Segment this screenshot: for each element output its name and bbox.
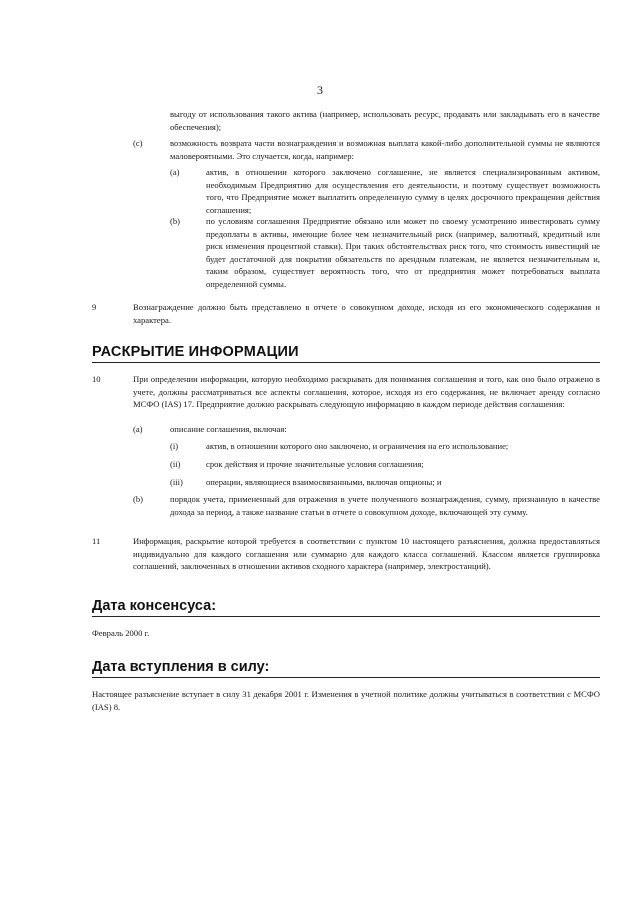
page-number: 3 xyxy=(317,83,323,97)
para-9-number: 9 xyxy=(92,302,97,312)
para-10-text: При определении информации, которую необходимо раскрывать для понимания соглашения и того, как оно было отражено в учете, должны рассматриваться все аспекты соглашения, которое, исходя из его содержания, не включает аренду согласно МСФО (IAS) 17. Предприятие должно раскрывать следующую информацию в каждом периоде действия соглашения: xyxy=(133,374,600,410)
para-10-item-b-label: (b) xyxy=(133,494,144,504)
para-10-item-b-text: порядок учета, примененный для отражения в учете полученного вознаграждения, сумму, признанную в качестве дохода за период, а также название статьи в отчете о совокупном доходе, включающей эту сумму. xyxy=(170,494,600,517)
effective-date-heading: Дата вступления в силу: xyxy=(92,658,600,678)
item-c-sub-a-label: (a) xyxy=(170,167,180,177)
para-10-sub-i-label: (i) xyxy=(170,441,179,451)
effective-date-text: Настоящее разъяснение вступает в силу 31 декабря 2001 г. Изменения в учетной политике должны учитываться в соответствии с МСФО (IAS) 8. xyxy=(92,689,600,712)
para-10-sub-ii-label: (ii) xyxy=(170,459,181,469)
para-10-item-a-label: (a) xyxy=(133,424,143,434)
disclosure-heading: РАСКРЫТИЕ ИНФОРМАЦИИ xyxy=(92,343,600,363)
para-10-sub-i-text: актив, в отношении которого оно заключено, и ограничения на его использование; xyxy=(206,441,509,451)
item-c-sub-b-label: (b) xyxy=(170,216,181,226)
item-c-sub-b-text: по условиям соглашения Предприятие обязано или может по своему усмотрению инвестировать сумму предоплаты в активы, имеющие более чем незначительный риск (например, валютный, кредитный или риск изменения процентной ставки). При таких обстоятельствах риск того, что стоимость инвестиций не будет достаточной для покрытия обязательств по арендным платежам, не является незначительным и, таким образом, существует вероятность того, что от предприятия может потребоваться выплата определенной суммы. xyxy=(206,216,600,289)
item-c-label: (c) xyxy=(133,138,143,148)
para-10-number: 10 xyxy=(92,374,101,384)
para-11-text: Информация, раскрытие которой требуется в соответствии с пунктом 10 настоящего разъяснения, должна предоставляться индивидуально для каждого соглашения или суммарно для каждого класса соглашений. Классом является группировка соглашений, заключенных в отношении активов сходного характера (например, электростанций). xyxy=(133,536,600,572)
consensus-heading: Дата консенсуса: xyxy=(92,597,600,617)
continuation-text: выгоду от использования такого актива (например, использовать ресурс, продавать или закладывать его в качестве обеспечения); xyxy=(170,109,600,132)
item-c-sub-a-text: актив, в отношении которого заключено соглашение, не является специализированным активом, необходимым Предприятию для осуществления его деятельности, и поэтому существует возможность того, что Предприятие может выплатить определенную сумму в целях досрочного прекращения действия соглашения; xyxy=(206,167,600,215)
consensus-text: Февраль 2000 г. xyxy=(92,628,150,638)
para-11-number: 11 xyxy=(92,536,101,546)
para-10-item-a-text: описание соглашения, включая: xyxy=(170,424,287,434)
para-10-sub-ii-text: срок действия и прочие значительные условия соглашения; xyxy=(206,459,424,469)
para-9-text: Вознаграждение должно быть представлено в отчете о совокупном доходе, исходя из его экономического содержания и характера. xyxy=(133,302,600,325)
para-10-sub-iii-text: операции, являющиеся взаимосвязанными, включая опционы; и xyxy=(206,477,442,487)
para-10-sub-iii-label: (iii) xyxy=(170,477,183,487)
item-c-text: возможность возврата части вознаграждения и возможная выплата какой-либо дополнительной суммы не являются маловероятными. Это случается, когда, например: xyxy=(170,138,600,161)
